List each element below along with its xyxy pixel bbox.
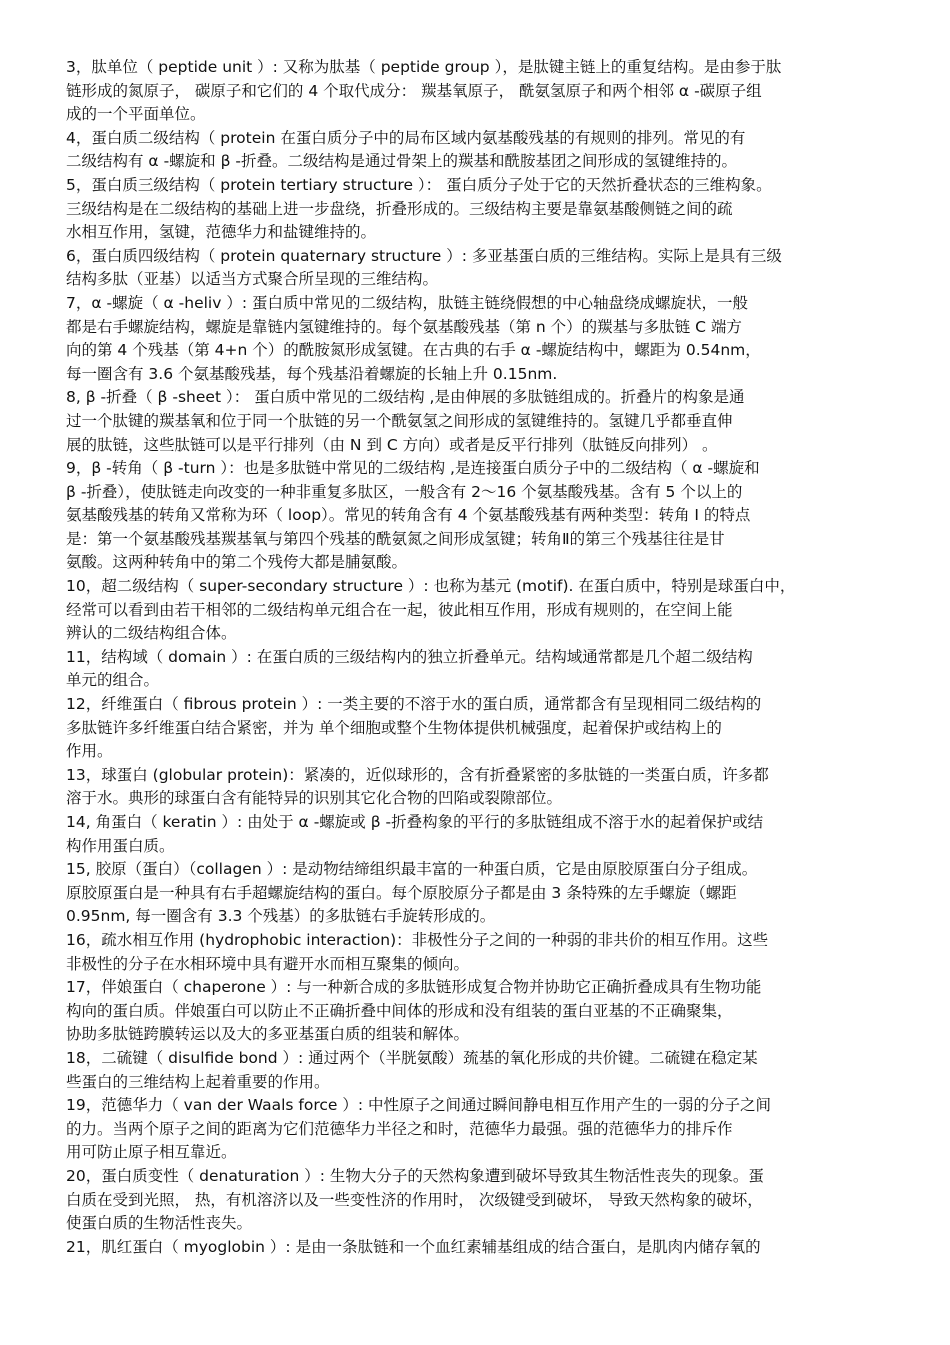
definition-paragraph xyxy=(66,1236,896,1260)
text-line: 19，范德华力（ van der Waals force ）: 中性原子之间通过瞬间静电相互作用产生的一弱的分子之间 xyxy=(66,1096,771,1115)
text-line: 辨认的二级结构组合体。 xyxy=(66,624,237,643)
text-line: 作用。 xyxy=(66,742,113,761)
text-line: 三级结构是在二级结构的基础上进一步盘绕，折叠形成的。三级结构主要是靠氨基酸侧链之间的疏 xyxy=(66,199,733,218)
text-line: 0.95nm, 每一圈含有 3.3 个残基）的多肽链右手旋转形成的。 xyxy=(66,907,496,926)
definition-paragraph xyxy=(66,929,896,976)
text-line: 二级结构有 α -螺旋和 β -折叠。二级结构是通过骨架上的羰基和酰胺基团之间形成的氢键维持的。 xyxy=(66,152,738,171)
text-line: 20，蛋白质变性（ denaturation ）: 生物大分子的天然构象遭到破坏导致其生物活性丧失的现象。蛋 xyxy=(66,1166,764,1185)
text-line: 展的肽链，这些肽链可以是平行排列（由 N 到 C 方向）或者是反平行排列（肽链反向排列） 。 xyxy=(66,435,718,454)
text-line: 多肽链许多纤维蛋白结合紧密，并为 单个细胞或整个生物体提供机械强度，起着保护或结构上的 xyxy=(66,718,722,737)
definition-paragraph xyxy=(66,127,896,174)
definition-paragraph xyxy=(66,976,896,1047)
text-line: 6，蛋白质四级结构（ protein quaternary structure ）: 多亚基蛋白质的三维结构。实际上是具有三级 xyxy=(66,246,782,265)
definition-paragraph xyxy=(66,457,896,575)
text-line: 链形成的氮原子， 碳原子和它们的 4 个取代成分： 羰基氧原子， 酰氨氢原子和两个相邻 α -碳原子组 xyxy=(66,81,762,100)
definition-paragraph xyxy=(66,1165,896,1236)
text-line: 每一圈含有 3.6 个氨基酸残基，每个残基沿着螺旋的长轴上升 0.15nm. xyxy=(66,364,558,383)
text-line: 用可防止原子相互靠近。 xyxy=(66,1143,237,1162)
text-line: 7，α -螺旋（ α -heliv ）: 蛋白质中常见的二级结构，肽链主链绕假想的中心轴盘绕成螺旋状，一般 xyxy=(66,293,748,312)
text-line: 4，蛋白质二级结构（ protein 在蛋白质分子中的局布区域内氨基酸残基的有规则的排列。常见的有 xyxy=(66,128,746,147)
text-line: 9，β -转角（ β -turn ）：也是多肽链中常见的二级结构 ,是连接蛋白质分子中的二级结构（ α -螺旋和 xyxy=(66,459,760,478)
text-line: 白质在受到光照， 热，有机溶济以及一些变性济的作用时， 次级键受到破坏， 导致天然构象的破坏， xyxy=(66,1190,763,1209)
text-line: 的力。当两个原子之间的距离为它们范德华力半径之和时，范德华力最强。强的范德华力的排斥作 xyxy=(66,1119,733,1138)
definition-paragraph xyxy=(66,646,896,693)
text-line: 是：第一个氨基酸残基羰基氧与第四个残基的酰氨氮之间形成氢键；转角Ⅱ的第三个残基往往是甘 xyxy=(66,529,725,548)
definition-paragraph xyxy=(66,386,896,457)
text-line: 10，超二级结构（ super-secondary structure ）: 也称为基元 (motif). 在蛋白质中，特别是球蛋白中， xyxy=(66,577,796,596)
text-line: 12，纤维蛋白（ fibrous protein ）: 一类主要的不溶于水的蛋白质，通常都含有呈现相同二级结构的 xyxy=(66,695,762,714)
text-line: 18，二硫键（ disulfide bond ）: 通过两个（半胱氨酸）巯基的氧化形成的共价键。二硫键在稳定某 xyxy=(66,1048,758,1067)
text-line: 3，肽单位（ peptide unit ）: 又称为肽基（ peptide group ），是肽键主链上的重复结构。是由参于肽 xyxy=(66,58,782,76)
definition-paragraph xyxy=(66,811,896,858)
text-line: 构作用蛋白质。 xyxy=(66,836,175,855)
text-line: 都是右手螺旋结构，螺旋是靠链内氢键维持的。每个氨基酸残基（第 n 个）的羰基与多肽链 C 端方 xyxy=(66,317,742,336)
definition-paragraph xyxy=(66,693,896,764)
text-line: 11，结构域（ domain ）: 在蛋白质的三级结构内的独立折叠单元。结构域通常都是几个超二级结构 xyxy=(66,647,753,666)
text-line: 15, 胶原（蛋白）（collagen ）: 是动物结缔组织最丰富的一种蛋白质，它是由原胶原蛋白分子组成。 xyxy=(66,860,758,879)
definition-paragraph xyxy=(66,174,896,245)
definition-paragraph xyxy=(66,292,896,386)
text-line: 原胶原蛋白是一种具有右手超螺旋结构的蛋白。每个原胶原分子都是由 3 条特殊的左手螺旋（螺距 xyxy=(66,883,737,902)
text-line: β -折叠），使肽链走向改变的一种非重复多肽区，一般含有 2～16 个氨基酸残基。含有 5 个以上的 xyxy=(66,482,743,501)
text-line: 溶于水。典形的球蛋白含有能特异的识别其它化合物的凹陷或裂隙部位。 xyxy=(66,789,563,808)
definition-paragraph xyxy=(66,575,896,646)
definition-paragraph xyxy=(66,1047,896,1094)
text-line: 构向的蛋白质。伴娘蛋白可以防止不正确折叠中间体的形成和没有组装的蛋白亚基的不正确聚集， xyxy=(66,1001,733,1020)
text-line: 14, 角蛋白（ keratin ）: 由处于 α -螺旋或 β -折叠构象的平行的多肽链组成不溶于水的起着保护或结 xyxy=(66,813,764,831)
text-line: 水相互作用，氢键，范德华力和盐键维持的。 xyxy=(66,223,377,242)
text-line: 些蛋白的三维结构上起着重要的作用。 xyxy=(66,1072,330,1091)
definition-paragraph xyxy=(66,1094,896,1165)
text-line: 单元的组合。 xyxy=(66,671,160,690)
text-line: 经常可以看到由若干相邻的二级结构单元组合在一起，彼此相互作用，形成有规则的，在空间上能 xyxy=(66,600,733,619)
text-line: 使蛋白质的生物活性丧失。 xyxy=(66,1214,253,1233)
definition-paragraph xyxy=(66,245,896,292)
text-line: 向的第 4 个残基（第 4+n 个）的酰胺氮形成氢键。在古典的右手 α -螺旋结构中，螺距为 0.54nm， xyxy=(66,341,761,360)
text-line: 13，球蛋白 (globular protein)：紧凑的，近似球形的，含有折叠紧密的多肽链的一类蛋白质，许多都 xyxy=(66,765,769,784)
text-line: 21，肌红蛋白（ myoglobin ）: 是由一条肽链和一个血红素辅基组成的结合蛋白，是肌肉内储存氧的 xyxy=(66,1237,761,1256)
definition-paragraph xyxy=(66,764,896,811)
text-line: 5，蛋白质三级结构（ protein tertiary structure ）： 蛋白质分子处于它的天然折叠状态的三维构象。 xyxy=(66,175,772,194)
text-line: 8, β -折叠（ β -sheet ）： 蛋白质中常见的二级结构 ,是由伸展的多肽链组成的。折叠片的构象是通 xyxy=(66,388,745,407)
text-line: 过一个肽键的羰基氧和位于同一个肽链的另一个酰氨氢之间形成的氢键维持的。氢键几乎都垂直伸 xyxy=(66,411,733,430)
text-line: 非极性的分子在水相环境中具有避开水而相互聚集的倾向。 xyxy=(66,954,470,973)
text-line: 17，伴娘蛋白（ chaperone ）: 与一种新合成的多肽链形成复合物并协助它正确折叠成具有生物功能 xyxy=(66,978,762,997)
text-line: 16，疏水相互作用 (hydrophobic interaction)：非极性分子之间的一种弱的非共价的相互作用。这些 xyxy=(66,930,769,949)
text-line: 氨酸。这两种转角中的第二个残侉大都是脯氨酸。 xyxy=(66,553,408,572)
text-line: 结构多肽（亚基）以适当方式聚合所呈现的三维结构。 xyxy=(66,270,439,289)
text-line: 协助多肽链跨膜转运以及大的多亚基蛋白质的组装和解体。 xyxy=(66,1025,470,1044)
text-line: 成的一个平面单位。 xyxy=(66,105,206,124)
text-line: 氨基酸残基的转角又常称为环（ loop）。常见的转角含有 4 个氨基酸残基有两种类型：转角 Ⅰ 的特点 xyxy=(66,506,751,525)
definition-paragraph xyxy=(66,858,896,929)
definition-paragraph xyxy=(66,56,896,127)
document-page xyxy=(66,56,896,1259)
